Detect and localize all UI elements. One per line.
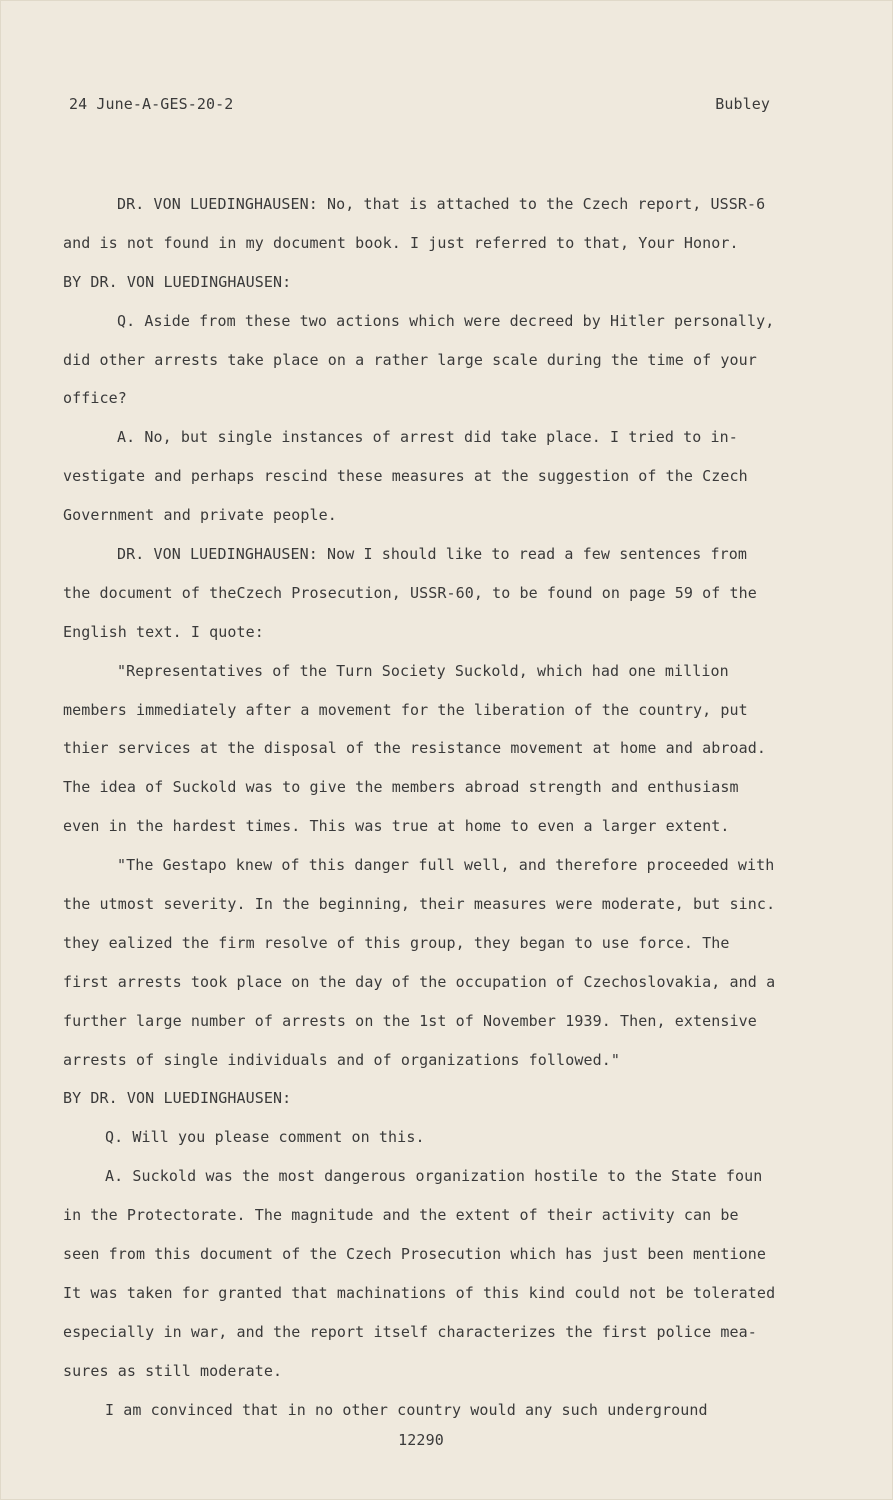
page-number: 12290 [398, 1431, 444, 1449]
transcript-line: DR. VON LUEDINGHAUSEN: Now I should like to read a few sentences from [117, 545, 748, 564]
transcript-line: "Representatives of the Turn Society Suckold, which had one million [117, 661, 729, 680]
transcript-line: the document of theCzech Prosecution, USSR-60, to be found on page 59 of the [63, 583, 757, 602]
transcript-line: A. Suckold was the most dangerous organization hostile to the State foun [105, 1167, 763, 1186]
transcript-line: and is not found in my document book. I just referred to that, Your Honor. [63, 233, 739, 252]
transcript-line: in the Protectorate. The magnitude and the extent of their activity can be [63, 1206, 739, 1225]
transcript-line: further large number of arrests on the 1st of November 1939. Then, extensive [63, 1011, 757, 1030]
transcript-line: BY DR. VON LUEDINGHAUSEN: [63, 272, 292, 291]
transcript-line: BY DR. VON LUEDINGHAUSEN: [63, 1089, 292, 1108]
transcript-line: seen from this document of the Czech Prosecution which has just been mentione [63, 1245, 767, 1264]
transcript-line: Q. Aside from these two actions which were decreed by Hitler personally, [117, 311, 775, 330]
transcript-line: I am convinced that in no other country would any such underground [105, 1400, 708, 1419]
transcript-line: office? [63, 389, 127, 408]
reporter-name: Bubley [715, 95, 770, 113]
transcript-line: especially in war, and the report itself characterizes the first police mea- [63, 1322, 757, 1341]
transcript-line: "The Gestapo knew of this danger full well, and therefore proceeded with [117, 856, 775, 875]
transcript-line: DR. VON LUEDINGHAUSEN: No, that is attached to the Czech report, USSR-6 [117, 195, 766, 213]
transcript-line: members immediately after a movement for the liberation of the country, put [63, 700, 748, 719]
transcript-line: they ealized the firm resolve of this group, they began to use force. The [63, 933, 730, 952]
transcript-line: even in the hardest times. This was true at home to even a larger extent. [63, 817, 730, 836]
transcript-line: arrests of single individuals and of organizations followed." [63, 1050, 620, 1069]
transcript-line: Q. Will you please comment on this. [105, 1128, 425, 1147]
transcript-line: Government and private people. [63, 506, 337, 525]
transcript-body [63, 185, 823, 1430]
transcript-line: English text. I quote: [63, 622, 264, 641]
transcript-line: sures as still moderate. [63, 1361, 283, 1380]
transcript-line: the utmost severity. In the beginning, their measures were moderate, but sinc. [63, 895, 776, 914]
transcript-line: The idea of Suckold was to give the members abroad strength and enthusiasm [63, 778, 739, 797]
transcript-line: first arrests took place on the day of the occupation of Czechoslovakia, and a [63, 972, 776, 991]
transcript-line: A. No, but single instances of arrest did take place. I tried to in- [117, 428, 738, 447]
transcript-line: It was taken for granted that machinations of this kind could not be tolerated [63, 1283, 776, 1302]
document-reference: 24 June-A-GES-20-2 [69, 95, 234, 113]
transcript-line: thier services at the disposal of the resistance movement at home and abroad. [63, 739, 767, 758]
transcript-line: did other arrests take place on a rather large scale during the time of your [63, 350, 757, 369]
transcript-line: vestigate and perhaps rescind these measures at the suggestion of the Czech [63, 467, 748, 486]
